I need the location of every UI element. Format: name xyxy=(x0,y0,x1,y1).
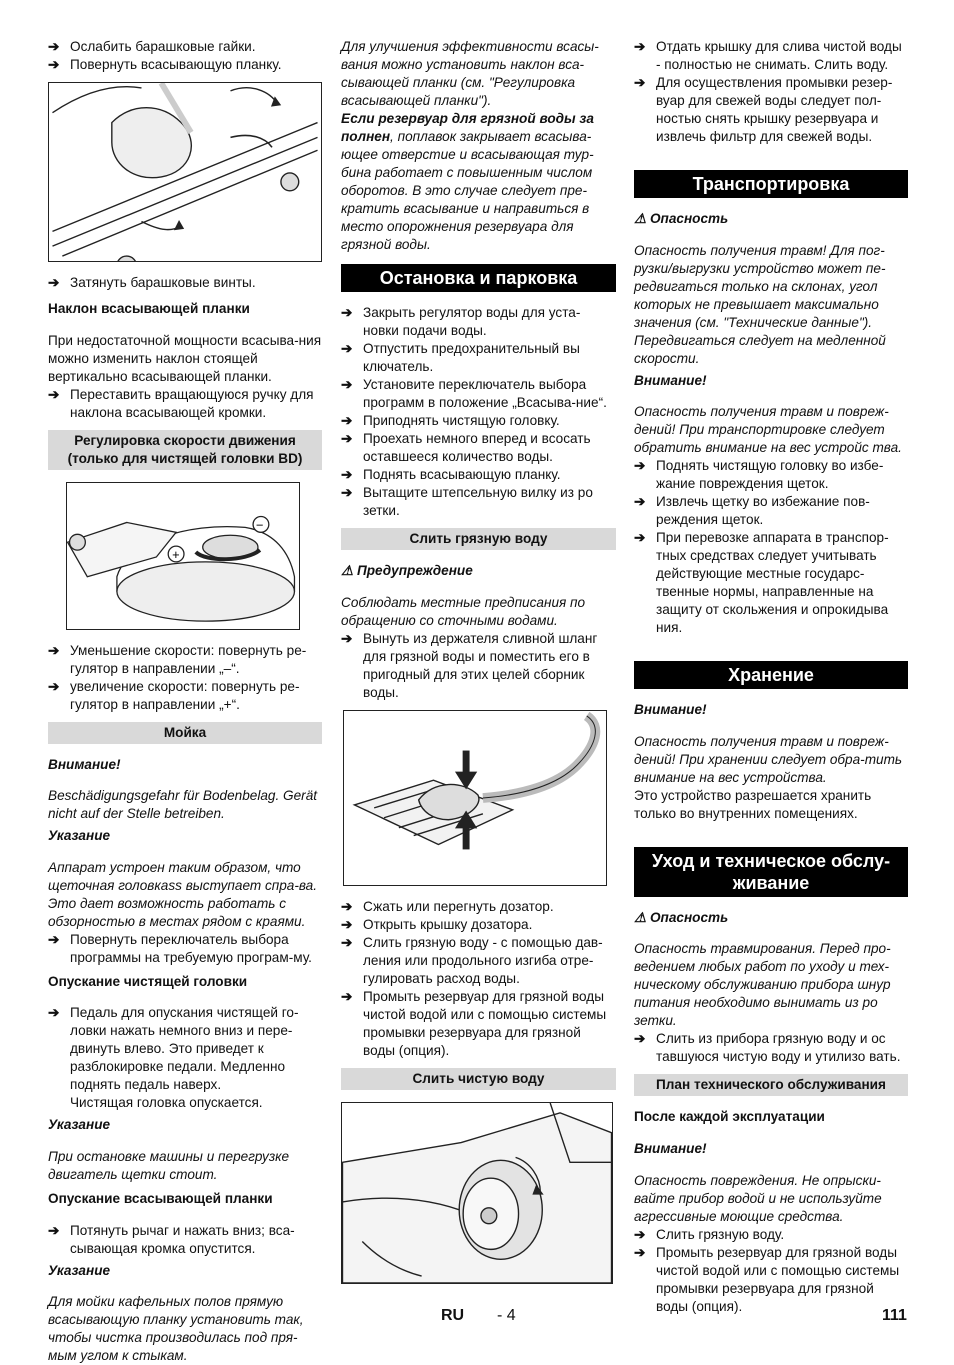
warning-icon: ⚠ xyxy=(634,211,647,226)
step: ➔ Открыть крышку дозатора. xyxy=(341,916,533,932)
step: ➔ Поднять всасывающую планку. xyxy=(341,467,561,482)
squeegee-illustration xyxy=(49,83,321,261)
arrow-icon: ➔ xyxy=(341,305,353,320)
note-label: Указание xyxy=(48,828,111,844)
arrow-icon: ➔ xyxy=(48,275,60,290)
step: ➔ Слить грязную воду - с помощью дав-ления или продольного изгиба отре-гулировать расход воды. xyxy=(341,934,603,986)
arrow-icon: ➔ xyxy=(341,934,353,950)
arrow-icon: ➔ xyxy=(341,898,353,914)
warning-icon: ⚠ xyxy=(634,909,647,925)
step: ➔ При перевозке аппарата в транспор-тных средствах следует учитывать действующие местные государс-твенные нормы, направленные на защиту от скольжения и опрокидыва ния. xyxy=(634,530,889,636)
result-text: Чистящая головка опускается. xyxy=(70,1095,263,1111)
note-label: Указание xyxy=(48,1117,111,1133)
arrow-icon: ➔ xyxy=(634,75,646,90)
arrow-icon: ➔ xyxy=(48,1222,60,1238)
step: ➔ Педаль для опускания чистящей го-ловки нажать немного вниз и пере-двинуть влево. Это приведет к разблокировке педали. Медленно поднять педаль наверх. xyxy=(48,1005,299,1093)
step: ➔ Отдать крышку для слива чистой воды - полностью не снимать. Слить воду. xyxy=(634,39,902,72)
step: ➔ Слить грязную воду. xyxy=(634,1226,785,1242)
danger-text: Опасность травмирования. Перед про-ведением любых работ по уходу и тех-ническому обслуживанию прибора шнур питания необходимо вынимать из ро зетки. xyxy=(634,941,891,1029)
step: ➔ Сжать или перегнуть дозатор. xyxy=(341,898,554,914)
footer-page-code: - 4 xyxy=(497,1307,516,1324)
arrow-icon: ➔ xyxy=(341,413,353,428)
attention-text: Опасность повреждения. Не опрыски-вайте прибор водой и не используйте агрессивные моющие средства. xyxy=(634,1172,882,1224)
step: ➔ Повернуть переключатель выбора программы на требуемую програм-му. xyxy=(48,931,312,965)
arrow-icon: ➔ xyxy=(341,431,353,446)
attention-label: Внимание! xyxy=(48,756,121,772)
arrow-icon: ➔ xyxy=(341,485,353,500)
attention-label: Внимание! xyxy=(634,702,707,718)
paragraph: При недостаточной мощности всасыва-ния можно изменить наклон стоящей вертикально всасывающей планки. xyxy=(48,332,322,384)
clean-water-illustration xyxy=(342,1103,612,1283)
step: ➔ Повернуть всасывающую планку. xyxy=(48,57,282,72)
attention-label: Внимание! xyxy=(634,1140,707,1156)
arrow-icon: ➔ xyxy=(634,1226,646,1242)
arrow-icon: ➔ xyxy=(341,630,353,646)
column-1 xyxy=(48,38,322,1365)
footer-page-number: 111 xyxy=(882,1307,907,1324)
attention-text: Опасность получения травм и повреж-дений! При хранении следует обра-тить внимание на вес устройства. xyxy=(634,733,903,785)
section-heading: Слить грязную воду xyxy=(341,528,616,550)
arrow-icon: ➔ xyxy=(48,931,60,947)
arrow-icon: ➔ xyxy=(48,386,60,402)
danger-label: ⚠ Опасность xyxy=(634,211,729,226)
arrow-icon: ➔ xyxy=(341,916,353,932)
step: ➔ Вытащите штепсельную вилку из ро зетки. xyxy=(341,485,593,518)
arrow-icon: ➔ xyxy=(48,57,60,72)
figure-clean-water-cap xyxy=(341,1102,613,1284)
section-heading: Остановка и парковка xyxy=(341,264,616,292)
footer-lang: RU xyxy=(441,1307,465,1324)
dirty-steps xyxy=(341,898,616,1060)
step: ➔ Переставить вращающуюся ручку для наклона всасывающей кромки. xyxy=(48,386,314,420)
danger-label: ⚠ Опасность xyxy=(634,909,729,925)
attention-text: Beschädigungsgefahr für Bodenbelag. Gerät nicht auf der Stelle betreiben. xyxy=(48,788,318,822)
step: ➔ Извлечь щетку во избежание пов-реждения щеток. xyxy=(634,494,870,528)
warning-text: Соблюдать местные предписания по обращению со сточными водами. xyxy=(341,594,586,628)
section-heading: Мойка xyxy=(48,722,322,744)
regulator-illustration xyxy=(67,483,299,629)
paragraph: Это устройство разрешается хранить только во внутренних помещениях. xyxy=(634,787,872,821)
step: ➔ Ослабить барашковые гайки. xyxy=(48,39,256,54)
step: ➔ Промыть резервуар для грязной воды чистой водой или с помощью системы промывки резервуара для грязной воды (опция). xyxy=(634,1244,900,1314)
step: ➔ Закрыть регулятор воды для уста-новки подачи воды. xyxy=(341,305,581,338)
note-text: Аппарат устроен таким образом, что щеточная головкass выступает спра-ва. Это дает возможность работать с обзорностью в местах рядом с краями. xyxy=(48,859,318,929)
arrow-icon: ➔ xyxy=(634,530,646,546)
step: ➔ Потянуть рычаг и нажать вниз; вса-сывающая кромка опустится. xyxy=(48,1222,295,1256)
step: ➔ Затянуть барашковые винты. xyxy=(48,275,256,290)
warning-label: ⚠ Предупреждение xyxy=(341,563,473,578)
danger-text: Опасность получения травм! Для пог-рузки/выгрузки устройство может пе-редвигаться только на склонах, угол которых не превышает максимально значения (см. "Технические данные"). Передвигаться следует на медленной скорости. xyxy=(634,242,886,366)
arrow-icon: ➔ xyxy=(48,678,60,694)
step: ➔ Поднять чистящую головку во избе-жание повреждения щеток. xyxy=(634,458,884,492)
subheading: Опускание всасывающей планки xyxy=(48,1190,273,1206)
step: ➔ Слить из прибора грязную воду и ос тавшуюся чистую воду и утилизо вать. xyxy=(634,1031,901,1065)
step: ➔ Промыть резервуар для грязной воды чистой водой или с помощью системы промывки резервуара для грязной воды (опция). xyxy=(341,988,607,1058)
section-heading: Слить чистую воду xyxy=(341,1068,616,1090)
step: ➔ Вынуть из держателя сливной шланг для грязной воды и поместить его в пригодный для этих целей сборник воды. xyxy=(341,630,598,700)
subheading: После каждой эксплуатации xyxy=(634,1109,825,1125)
plus-label: + xyxy=(172,546,180,562)
arrow-icon: ➔ xyxy=(634,458,646,474)
arrow-icon: ➔ xyxy=(341,341,353,356)
figure-squeegee xyxy=(48,82,322,262)
column-2 xyxy=(341,38,616,1296)
subheading: Наклон всасывающей планки xyxy=(48,301,250,316)
note-text: Для мойки кафельных полов прямую всасывающую планку установить так, чтобы чистка производилась под пря-мым углом к стыкам. xyxy=(48,1294,304,1364)
arrow-icon: ➔ xyxy=(634,1244,646,1260)
intro-text: Для улучшения эффективности всасы-вания можно установить наклон вса-сывающей планки (см. "Регулировка всасывающей планки"). xyxy=(341,39,599,108)
figure-speed-regulator xyxy=(66,482,300,630)
note-label: Указание xyxy=(48,1262,111,1278)
arrow-icon: ➔ xyxy=(341,377,353,392)
step: ➔ увеличение скорости: повернуть ре-гулятор в направлении „+“. xyxy=(48,678,300,712)
arrow-icon: ➔ xyxy=(634,1031,646,1047)
arrow-icon: ➔ xyxy=(341,467,353,482)
minus-label: − xyxy=(255,516,264,532)
column-3 xyxy=(634,38,908,1316)
section-heading: Регулировка скорости движения (только для чистящей головки BD) xyxy=(48,430,322,470)
arrow-icon: ➔ xyxy=(48,642,60,658)
step: ➔ Проехать немного вперед и всосать оставшееся количество воды. xyxy=(341,431,591,464)
arrow-icon: ➔ xyxy=(634,39,646,54)
step: ➔ Уменьшение скорости: повернуть ре-гулятор в направлении „–“. xyxy=(48,642,307,676)
note-text: При остановке машины и перегрузке двигатель щетки стоит. xyxy=(48,1148,290,1182)
full-tank-text: Если резервуар для грязной воды за полнен, поплавок закрывает всасыва-ющее отверстие и всасывающая тур-бина работает с повышенным числом оборотов. В это случае следует пре-кратить всасывание и направиться в место опорожнения резервуара для грязной воды. xyxy=(341,111,594,252)
section-heading: Хранение xyxy=(634,661,908,689)
section-heading: Транспортировка xyxy=(634,170,908,198)
figure-drain-hose xyxy=(343,710,607,886)
section-heading: План технического обслуживания xyxy=(634,1074,908,1096)
section-heading: Уход и техническое обслу-живание xyxy=(634,847,908,897)
attention-label: Внимание! xyxy=(634,372,707,388)
step: ➔ Для осуществления промывки резер-вуар для свежей воды следует пол-ностью снять крышку резервуара и извлечь фильтр для свежей воды. xyxy=(634,75,893,144)
arrow-icon: ➔ xyxy=(48,1005,60,1021)
step: ➔ Отпустить предохранительный вы ключатель. xyxy=(341,341,580,374)
drain-hose-illustration xyxy=(344,711,606,885)
arrow-icon: ➔ xyxy=(634,494,646,510)
subheading: Опускание чистящей головки xyxy=(48,973,248,989)
step: ➔ Приподнять чистящую головку. xyxy=(341,413,560,428)
transport-steps xyxy=(634,457,908,637)
arrow-icon: ➔ xyxy=(48,39,60,54)
arrow-icon: ➔ xyxy=(341,988,353,1004)
step: ➔ Установите переключатель выбора программ в положение „Всасыва-ние“. xyxy=(341,377,607,410)
warning-icon: ⚠ xyxy=(341,563,354,578)
attention-text: Опасность получения травм и повреж-дений! При транспортировке следует обратить внимание на вес устройс тва. xyxy=(634,404,902,456)
stop-steps xyxy=(341,304,616,520)
